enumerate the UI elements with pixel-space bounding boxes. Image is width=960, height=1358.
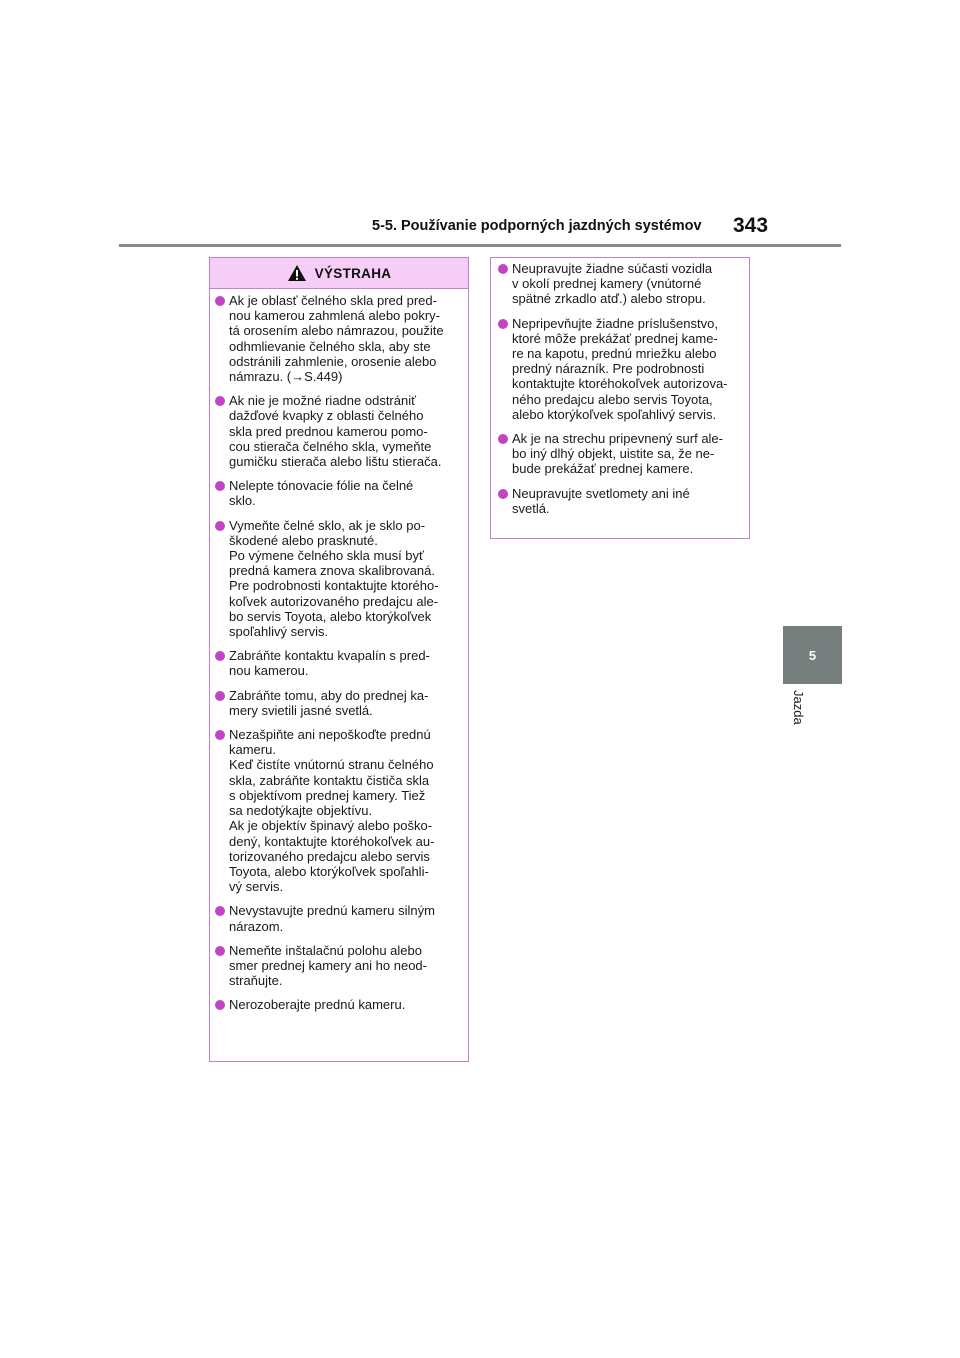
item-text: Nezašpiňte ani nepoškoďte prednú kameru. Keď čistíte vnútornú stranu čelného skla, zabráňte kontaktu čističa skla s objektívom prednej kamery. Tiež sa nedotýkajte objektívu. Ak je objektív špinavý alebo poško- dený, kontaktujte ktoréhokoľvek au- torizovaného predajcu alebo servis Toyota, alebo ktorýkoľvek spoľahli- vý servis. — [229, 727, 435, 895]
item-text: Nevystavujte prednú kameru silným nárazom. — [229, 903, 435, 934]
list-item — [214, 727, 462, 894]
list-item — [214, 648, 462, 678]
list-item — [497, 486, 745, 516]
chapter-label: Jazda — [791, 690, 806, 725]
bullet-icon — [215, 521, 225, 531]
item-text: Nerozoberajte prednú kameru. — [229, 997, 406, 1013]
chapter-tab: 5 — [783, 626, 842, 684]
item-text: Nemeňte inštalačnú polohu alebo smer prednej kamery ani ho neod- straňujte. — [229, 942, 427, 989]
bullet-icon — [215, 296, 225, 306]
page-number: 343 — [733, 214, 769, 237]
bullet-icon — [215, 946, 225, 956]
list-item — [497, 261, 745, 307]
item-text: Zabráňte tomu, aby do prednej ka- mery svietili jasné svetlá. — [229, 687, 429, 718]
warning-box — [209, 257, 469, 1062]
bullet-icon — [215, 1000, 225, 1010]
bullet-icon — [498, 434, 508, 444]
warning-triangle-icon — [287, 264, 307, 282]
bullet-icon — [215, 481, 225, 491]
list-item — [214, 997, 462, 1012]
warning-list-continued — [491, 258, 749, 516]
header-rule — [119, 244, 841, 247]
item-text: Neupravujte žiadne súčasti vozidla v okolí prednej kamery (vnútorné spätné zrkadlo atď.) alebo stropu. — [512, 261, 713, 307]
item-text: Zabráňte kontaktu kvapalín s pred- nou kamerou. — [229, 648, 430, 679]
bullet-icon — [215, 691, 225, 701]
list-item — [497, 316, 745, 422]
list-item — [497, 431, 745, 477]
list-item — [214, 518, 462, 640]
item-text: Ak nie je možné riadne odstrániť dažďové kvapky z oblasti čelného skla pred prednou kamerou pomo- cou stierača čelného skla, vymeňte gumičku stierača alebo lištu stierača. — [229, 393, 442, 470]
warning-header — [210, 258, 468, 289]
bullet-icon — [498, 489, 508, 499]
list-item — [214, 393, 462, 469]
warning-list — [210, 289, 468, 1013]
bullet-icon — [215, 730, 225, 740]
item-text: Neupravujte svetlomety ani iné svetlá. — [512, 485, 690, 516]
list-item — [214, 903, 462, 933]
list-item — [214, 688, 462, 718]
bullet-icon — [498, 264, 508, 274]
section-title: 5-5. Používanie podporných jazdných systémov — [372, 218, 702, 234]
warning-title: VÝSTRAHA — [314, 265, 392, 281]
item-text: Vymeňte čelné sklo, ak je sklo po- škodené alebo prasknuté. Po výmene čelného skla musí byť predná kamera znova skalibrovaná. Pre podrobnosti kontaktujte ktorého- koľvek autorizovaného predajcu ale- bo servis Toyota, alebo ktorýkoľvek spoľahlivý servis. — [229, 517, 439, 640]
item-text: Nelepte tónovacie fólie na čelné sklo. — [229, 478, 414, 509]
bullet-icon — [498, 319, 508, 329]
list-item — [214, 293, 462, 384]
list-item — [214, 943, 462, 989]
list-item — [214, 478, 462, 508]
warning-box-continued — [490, 257, 750, 539]
bullet-icon — [215, 396, 225, 406]
item-text: Ak je na strechu pripevnený surf ale- bo iný dlhý objekt, uistite sa, že ne- bude prekážať prednej kamere. — [512, 431, 723, 477]
item-text: Ak je oblasť čelného skla pred pred- nou kamerou zahmlená alebo pokry- tá orosením alebo námrazou, použite odhmlievanie čelného skla, aby ste odstránili zahmlenie, orosenie alebo námrazu. (→S.449) — [229, 293, 444, 385]
item-text: Nepripevňujte žiadne príslušenstvo, ktoré môže prekážať prednej kame- re na kapotu, prednú mriežku alebo predný nárazník. Pre podrobnosti kontaktujte ktoréhokoľvek autorizova- ného predajcu alebo servis Toyota, alebo ktorýkoľvek spoľahlivý servis. — [512, 315, 728, 422]
bullet-icon — [215, 906, 225, 916]
bullet-icon — [215, 651, 225, 661]
